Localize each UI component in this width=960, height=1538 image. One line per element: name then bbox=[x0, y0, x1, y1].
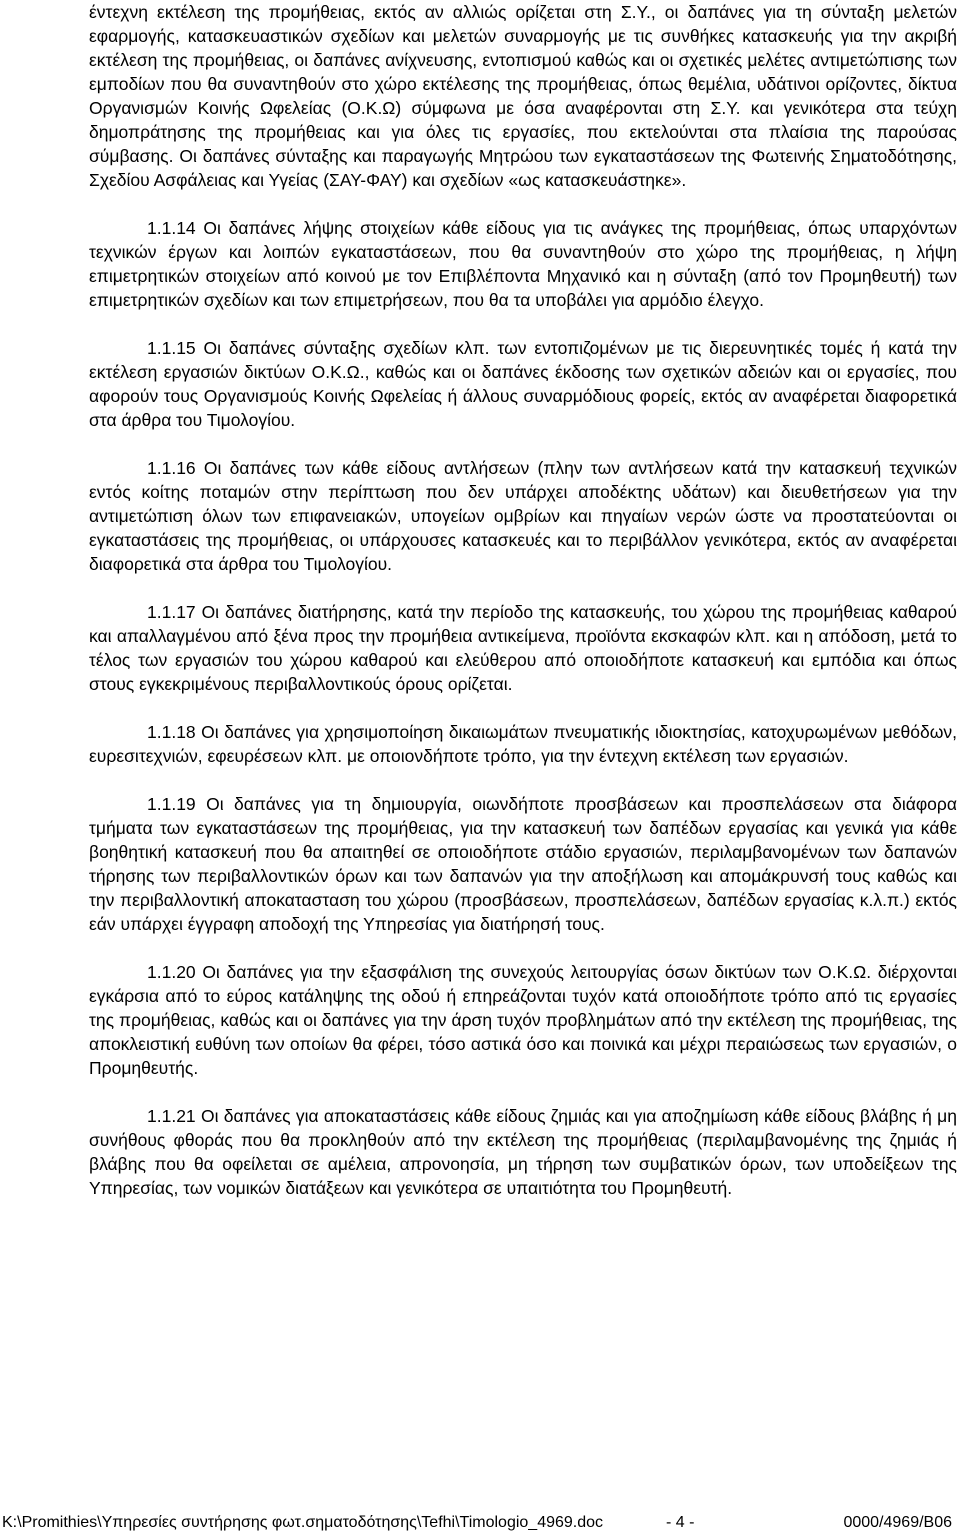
paragraph-1-1-17: 1.1.17 Οι δαπάνες διατήρησης, κατά την περίοδο της κατασκευής, του χώρου της προμήθειας καθαρού και απαλλαγμένου από ξένα προς την προμήθεια αντικείμενα, προϊόντα εκσκαφών κλπ. και η απόδοση, μετά το τέλος των εργασιών του χώρου καθαρού και ελεύθερου από οποιοδήποτε κατασκευή και εμπόδια και όπως στους εγκεκριμένους περιβαλλοντικούς όρους ορίζεται. bbox=[89, 602, 957, 694]
paragraph-1-1-19: 1.1.19 Οι δαπάνες για τη δημιουργία, οιωνδήποτε προσβάσεων και προσπελάσεων στα διάφορα τμήματα των εγκαταστάσεων της προμήθειας, για την κατασκευή των δαπέδων εργασίας και γενικά για κάθε βοηθητική κατασκευή που θα απαιτηθεί σε οποιοδήποτε στάδιο εργασιών, περιλαμβανομένων των δαπανών τήρησης των περιβαλλοντικών όρων και των δαπανών για την αποξήλωση και απομάκρυνσή τους καθώς και την περιβαλλοντική αποκατασταση του χώρου (προσβάσεων, προσπελάσεων, δαπέδων εργασίας κ.λ.π.) εκτός εάν υπάρχει έγγραφη αποδοχή της Υπηρεσίας για διατήρησή τους. bbox=[89, 794, 957, 934]
paragraph-1-1-16: 1.1.16 Οι δαπάνες των κάθε είδους αντλήσεων (πλην των αντλήσεων κατά την κατασκευή τεχνικών εντός κοίτης ποταμών στην περίπτωση που δεν υπάρχει αποδέκτης υδάτων) και διευθετήσεων για την αντιμετώπιση όλων των επιφανειακών, υπογείων ομβρίων και πηγαίων νερών ώστε να προστατεύονται οι εγκαταστάσεις της προμήθειας, οι υπάρχουσες κατασκευές και το περιβάλλον γενικότερα, εκτός αν αναφέρεται διαφορετικά στα άρθρα του Τιμολογίου. bbox=[89, 458, 957, 574]
page-footer bbox=[0, 1511, 960, 1535]
paragraph-1-1-21: 1.1.21 Οι δαπάνες για αποκαταστάσεις κάθε είδους ζημιάς και για αποζημίωση κάθε είδους βλάβης ή μη συνήθους φθοράς που θα προκληθούν από την εκτέλεση της προμήθειας (περιλαμβανομένης της ζημιάς ή βλάβης που θα οφείλεται σε αμέλεια, απρονοησία, μη τήρηση των συμβατικών όρων, των υποδείξεων της Υπηρεσίας, των νομικών διατάξεων και γενικότερα σε υπαιτιότητα του Προμηθευτή. bbox=[89, 1106, 957, 1198]
paragraph-gap bbox=[89, 192, 957, 216]
paragraph-gap bbox=[89, 768, 957, 792]
paragraph-continuation: έντεχνη εκτέλεση της προμήθειας, εκτός αν αλλιώς ορίζεται στη Σ.Υ., οι δαπάνες για τη σύνταξη μελετών εφαρμογής, κατασκευαστικών σχεδίων και μελετών συναρμογής με τις συνθήκες κατασκευής για την ακριβή εκτέλεση της προμήθειας, οι δαπάνες ανίχνευσης, εντοπισμού καθώς και οι σχετικές μελέτες αντιμετώπισης των εμποδίων που θα συναντηθούν στο χώρο εκτέλεσης της προμήθειας, όπως θεμέλια, υδάτινοι ορίζοντες, δίκτυα Οργανισμών Κοινής Ωφελείας (Ο.Κ.Ω) σύμφωνα με όσα αναφέρονται στη Σ.Υ. και γενικότερα στα τεύχη δημοπράτησης της προμήθειας και για όλες τις εργασίες, που εκτελούνται στα πλαίσια της παρούσας σύμβασης. Οι δαπάνες σύνταξης και παραγωγής Μητρώου των εγκαταστάσεων της Φωτεινής Σηματοδότησης, Σχεδίου Ασφάλειας και Υγείας (ΣΑΥ-ΦΑΥ) και σχεδίων «ως κατασκευάστηκε». bbox=[89, 2, 957, 190]
paragraph-gap bbox=[89, 312, 957, 336]
footer-page-number: - 4 - bbox=[666, 1514, 695, 1531]
document-body bbox=[89, 0, 957, 1200]
footer-file-path: K:\Promithies\Υπηρεσίες συντήρησης φωτ.σηματοδότησης\Tefhi\Timologio_4969.doc bbox=[2, 1514, 604, 1531]
paragraph-gap bbox=[89, 432, 957, 456]
paragraph-gap bbox=[89, 936, 957, 960]
footer-document-code: 0000/4969/B06 bbox=[843, 1514, 952, 1531]
paragraph-gap bbox=[89, 576, 957, 600]
paragraph-1-1-14: 1.1.14 Οι δαπάνες λήψης στοιχείων κάθε είδους για τις ανάγκες της προμήθειας, όπως υπαρχόντων τεχνικών έργων και λοιπών εγκαταστάσεων, που θα συναντηθούν στο χώρο της προμήθειας, η λήψη επιμετρητικών στοιχείων από κοινού με τον Επιβλέποντα Μηχανικό και η σύνταξη (από τον Προμηθευτή) των επιμετρητικών σχεδίων και των επιμετρήσεων, που θα τα υποβάλει για αρμόδιο έλεγχο. bbox=[89, 218, 957, 310]
paragraph-gap bbox=[89, 696, 957, 720]
paragraph-1-1-20: 1.1.20 Οι δαπάνες για την εξασφάλιση της συνεχούς λειτουργίας όσων δικτύων των Ο.Κ.Ω. διέρχονται εγκάρσια από το εύρος κατάληψης της οδού ή επηρεάζονται τυχόν κατά οποιοδήποτε τρόπο από τις εργασίες της προμήθειας, καθώς και οι δαπάνες για την άρση τυχόν προβλημάτων από την εκτέλεση της προμήθειας, της αποκλειστική ευθύνη των οποίων θα φέρει, τόσο αστικά όσο και ποινικά και μέχρι περαιώσεως των εργασιών, ο Προμηθευτής. bbox=[89, 962, 957, 1078]
paragraph-1-1-15: 1.1.15 Οι δαπάνες σύνταξης σχεδίων κλπ. των εντοπιζομένων με τις διερευνητικές τομές ή κατά την εκτέλεση εργασιών δικτύων Ο.Κ.Ω., καθώς και οι δαπάνες έκδοσης των σχετικών αδειών και οι εργασίες, που αφορούν τους Οργανισμούς Κοινής Ωφελείας ή άλλους συναρμόδιους φορείς, εκτός αν αναφέρεται διαφορετικά στα άρθρα του Τιμολογίου. bbox=[89, 338, 957, 430]
paragraph-1-1-18: 1.1.18 Οι δαπάνες για χρησιμοποίηση δικαιωμάτων πνευματικής ιδιοκτησίας, κατοχυρωμένων μεθόδων, ευρεσιτεχνιών, εφευρέσεων κλπ. με οποιονδήποτε τρόπο, για την έντεχνη εκτέλεση των εργασιών. bbox=[89, 722, 957, 766]
paragraph-gap bbox=[89, 1080, 957, 1104]
